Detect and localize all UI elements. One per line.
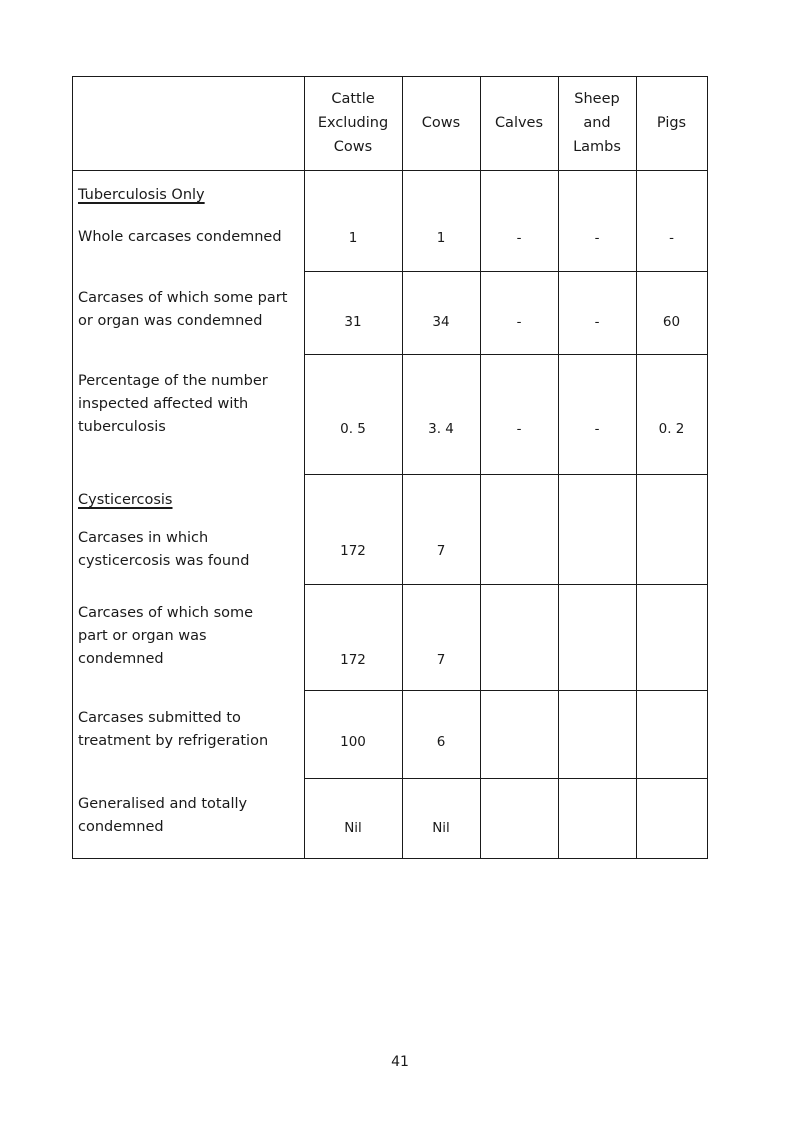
cell-value: 6 xyxy=(436,734,446,750)
cell-value: 1 xyxy=(348,230,358,246)
row-label: Carcases in which cysticercosis was found xyxy=(78,530,250,569)
cell-value: - xyxy=(594,230,600,246)
column-divider-3 xyxy=(480,76,481,859)
row-divider xyxy=(304,778,708,779)
cell-value: - xyxy=(594,421,600,437)
cell-value: 100 xyxy=(340,734,366,750)
cell-value: - xyxy=(516,314,522,330)
cell-value: 3. 4 xyxy=(428,421,454,437)
cell-value: - xyxy=(516,230,522,246)
section-title-tuberculosis: Tuberculosis Only xyxy=(78,187,205,203)
header-cows: Cows xyxy=(421,115,461,131)
row-divider xyxy=(304,271,708,272)
cell-value: 0. 2 xyxy=(658,421,685,437)
row-label: Whole carcases condemned xyxy=(78,229,282,245)
row-label: Carcases of which some part or organ was condemned xyxy=(78,605,254,667)
cell-value: - xyxy=(516,421,522,437)
table-right-border xyxy=(707,76,708,859)
row-label: Carcases submitted to treatment by refrigeration xyxy=(78,710,269,749)
cell-value: - xyxy=(594,314,600,330)
page-number: 41 xyxy=(391,1054,409,1070)
header-cattle-excluding-cows: Cattle Excluding Cows xyxy=(317,91,389,155)
row-divider xyxy=(304,354,708,355)
row-label: Percentage of the number inspected affected with tuberculosis xyxy=(78,373,268,435)
row-label: Generalised and totally condemned xyxy=(78,796,248,835)
header-calves: Calves xyxy=(494,115,544,131)
cell-value: 1 xyxy=(436,230,446,246)
row-divider xyxy=(304,584,708,585)
cell-value: 0. 5 xyxy=(340,421,366,437)
cell-value: 172 xyxy=(340,543,366,559)
cell-value: Nil xyxy=(344,820,362,836)
cell-value: 7 xyxy=(436,652,446,668)
inspection-table xyxy=(72,76,708,859)
cell-value: 7 xyxy=(436,543,446,559)
table-bottom-border xyxy=(72,858,708,859)
header-pigs: Pigs xyxy=(656,115,687,131)
column-divider-5 xyxy=(636,76,637,859)
cell-value: Nil xyxy=(432,820,450,836)
cell-value: 34 xyxy=(432,314,450,330)
row-divider xyxy=(304,690,708,691)
cell-value: - xyxy=(669,230,674,246)
cell-value: 60 xyxy=(662,314,681,330)
row-label: Carcases of which some part or organ was condemned xyxy=(78,290,288,329)
cell-value: 31 xyxy=(344,314,362,330)
section-title-cysticercosis: Cysticercosis xyxy=(78,492,173,508)
cell-value: 172 xyxy=(340,652,366,668)
row-divider xyxy=(304,474,708,475)
header-sheep-and-lambs: Sheep and Lambs xyxy=(573,91,621,155)
column-divider-4 xyxy=(558,76,559,859)
header-divider xyxy=(72,170,708,171)
table-left-border xyxy=(72,76,73,859)
